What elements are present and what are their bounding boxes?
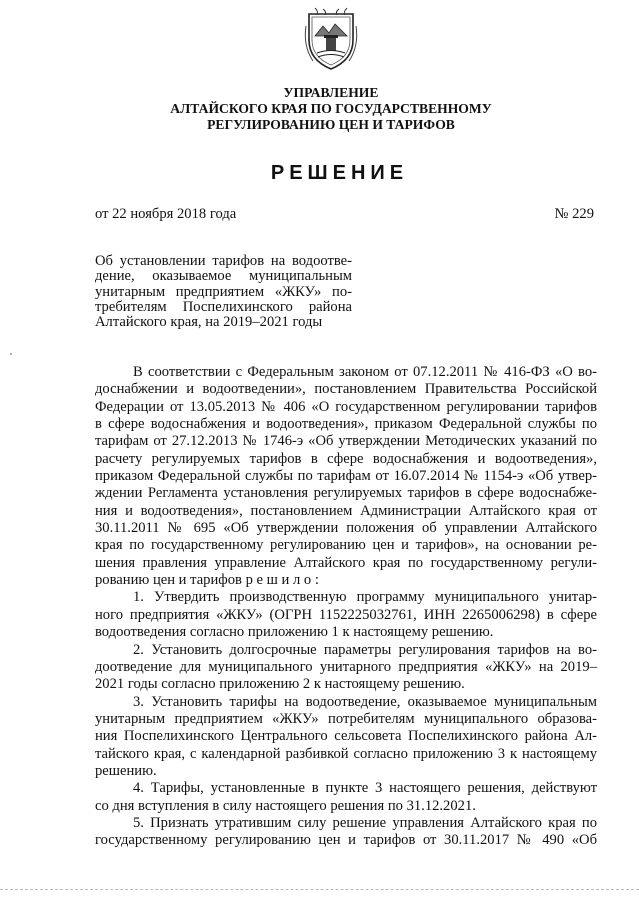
body-line: тарифам от 27.12.2013 № 1746-э «Об утверждении Методических указаний по bbox=[95, 433, 597, 450]
subject-line: Алтайского края, на 2019–2021 годы bbox=[95, 314, 323, 331]
body-line: 5. Признать утратившим силу решение управления Алтайского края по bbox=[133, 814, 597, 831]
body-line: ния и водоотведения», постановлением Администрации Алтайского края от bbox=[95, 502, 597, 519]
header-line: УПРАВЛЕНИЕ bbox=[283, 85, 379, 100]
body-line: доотведение для муниципального унитарного предприятия «ЖКУ» на 2019– bbox=[95, 658, 597, 675]
scan-speck bbox=[10, 353, 12, 355]
body-line: ного предприятия «ЖКУ» (ОГРН 1152225032761, ИНН 2265006298) в сфере bbox=[95, 606, 597, 623]
header-line: РЕГУЛИРОВАНИЮ ЦЕН И ТАРИФОВ bbox=[207, 117, 455, 132]
body-line: ждении Регламента установления регулируемых тарифов в сфере водоснабже- bbox=[95, 485, 597, 502]
body-line: 1. Утвердить производственную программу муниципального унитар- bbox=[133, 589, 597, 606]
subject-line: унитарным предприятием «ЖКУ» по- bbox=[95, 283, 352, 300]
body-line: приказом Федеральной службы по тарифам от 16.07.2014 № 1154-э «Об утвер- bbox=[95, 468, 597, 485]
issuer-header bbox=[0, 85, 639, 133]
page-bottom-edge bbox=[0, 889, 639, 890]
body-line: унитарным предприятием «ЖКУ» потребителям муниципального образова- bbox=[95, 710, 597, 727]
body-line: в сфере водоснабжения и водоотведения», приказом Федеральной службы по bbox=[95, 416, 597, 433]
body-line: рованию цен и тарифов р е ш и л о : bbox=[95, 572, 319, 589]
body-line: ния Поспелихинского Центрального сельсовета Поспелихинского района Ал- bbox=[95, 728, 597, 745]
body-line: решению. bbox=[95, 762, 157, 779]
header-line: АЛТАЙСКОГО КРАЯ ПО ГОСУДАРСТВЕННОМУ bbox=[170, 101, 492, 116]
body-line: края по государственному регулированию цен и тарифов», на основании ре- bbox=[95, 537, 597, 554]
altai-coat-of-arms-icon bbox=[303, 6, 359, 72]
body-line: со дня вступления в силу настоящего решения по 31.12.2021. bbox=[95, 797, 476, 814]
body-line: 2. Установить долгосрочные параметры регулирования тарифов на во- bbox=[133, 641, 597, 658]
document-subject bbox=[95, 254, 352, 330]
subject-line: требителям Поспелихинского района bbox=[95, 298, 352, 315]
document-number: № 229 bbox=[554, 206, 594, 222]
body-line: 2021 годы согласно приложению 2 к настоящему решению. bbox=[95, 676, 465, 693]
document-body bbox=[95, 364, 597, 850]
body-line: расчету регулируемых тарифов в сфере водоснабжения и водоотведения», bbox=[95, 450, 597, 467]
subject-line: дение, оказываемое муниципальным bbox=[95, 268, 352, 285]
body-line: водоотведения согласно приложению 1 к настоящему решению. bbox=[95, 624, 494, 641]
body-line: шения правления управление Алтайского края по государственному регули- bbox=[95, 554, 597, 571]
body-line: доснабжении и водоотведении», постановлением Правительства Российской bbox=[95, 381, 597, 398]
document-date: от 22 ноября 2018 года bbox=[95, 206, 237, 222]
body-line: 3. Установить тарифы на водоотведение, оказываемое муниципальным bbox=[133, 693, 597, 710]
coat-of-arms-emblem bbox=[303, 6, 359, 72]
document-title: РЕШЕНИЕ bbox=[270, 162, 409, 184]
body-line: 30.11.2011 № 695 «Об утверждении положения об управлении Алтайского bbox=[95, 520, 597, 537]
body-line: Федерации от 13.05.2013 № 406 «О государственном регулировании тарифов bbox=[95, 398, 597, 415]
body-line: государственному регулированию цен и тарифов от 30.11.2017 № 490 «Об bbox=[95, 832, 597, 849]
body-line: тайского края, с календарной разбивкой согласно приложению 3 к настоящему bbox=[95, 745, 597, 762]
body-line: 4. Тарифы, установленные в пункте 3 настоящего решения, действуют bbox=[133, 780, 597, 797]
subject-line: Об установлении тарифов на водоотве- bbox=[95, 253, 352, 269]
body-line: В соответствии с Федеральным законом от 07.12.2011 № 416-ФЗ «О во- bbox=[133, 364, 597, 380]
